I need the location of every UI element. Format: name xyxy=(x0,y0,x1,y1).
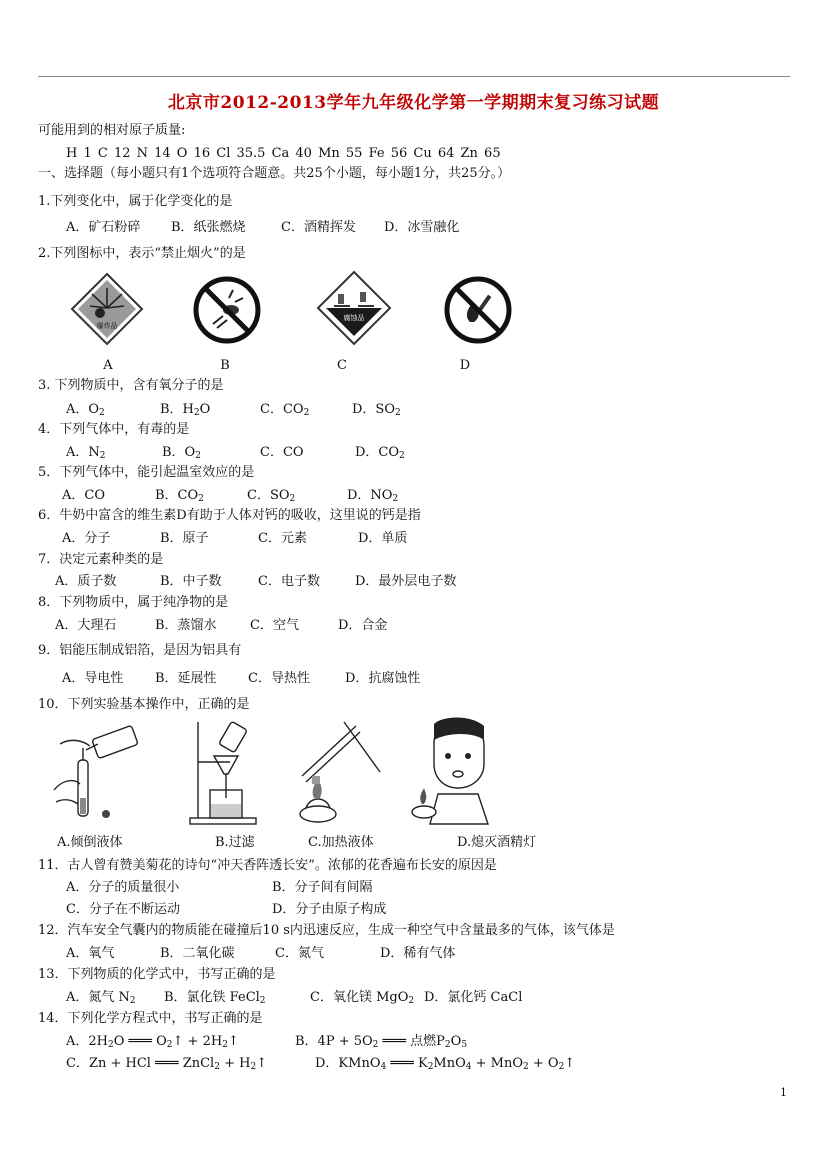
q13-option-a: A．氮气 $N_2$ xyxy=(66,990,136,1006)
q3-option-a: A．$O_2$ xyxy=(66,402,105,418)
q7-option-a: A．质子数 xyxy=(55,574,117,589)
q13-stem: 13．下列物质的化学式中，书写正确的是 xyxy=(38,967,276,982)
q1-option-b: B．纸张燃烧 xyxy=(171,220,246,235)
q6-option-a: A．分子 xyxy=(62,531,111,546)
no-fireworks-sign-icon xyxy=(193,276,261,344)
q3-option-d: D．$SO_2$ xyxy=(352,402,401,418)
corrosive-sign-icon xyxy=(316,270,392,346)
q11-option-d: D．分子由原子构成 xyxy=(272,902,387,917)
q6-option-d: D．单质 xyxy=(358,531,408,546)
q12-option-a: A．氧气 xyxy=(66,946,115,961)
q6-stem: 6．牛奶中富含的维生素D有助于人体对钙的吸收，这里说的钙是指 xyxy=(38,508,421,523)
q10-option-d: D.熄灭酒精灯 xyxy=(457,835,537,850)
q10-option-b: B.过滤 xyxy=(215,835,255,850)
q10-option-c: C.加热液体 xyxy=(308,835,374,850)
q12-stem: 12．汽车安全气囊内的物质能在碰撞后10 s内迅速反应，生成一种空气中含量最多的气体，该气体是 xyxy=(38,923,615,938)
q2-label-d: D xyxy=(459,358,471,373)
q5-option-c: C．$SO_2$ xyxy=(247,488,296,504)
q13-option-c: C．氧化镁 MgO$_2$ xyxy=(310,990,415,1006)
page-title: 北京市2012-2013学年九年级化学第一学期期末复习练习试题 xyxy=(167,93,660,113)
q12-option-d: D．稀有气体 xyxy=(380,946,456,961)
q3-option-b: B．$H_2O$ xyxy=(160,402,211,418)
q11-option-b: B．分子间有间隔 xyxy=(272,880,373,895)
q1-option-a: A．矿石粉碎 xyxy=(66,220,141,235)
q9-stem: 9．铝能压制成铝箔，是因为铝具有 xyxy=(38,643,242,658)
q7-option-d: D．最外层电子数 xyxy=(355,574,457,589)
extinguish-alcohol-lamp-illustration xyxy=(408,716,498,828)
q10-stem: 10．下列实验基本操作中，正确的是 xyxy=(38,697,250,712)
q11-option-a: A．分子的质量很小 xyxy=(66,880,180,895)
q14-option-a: A．$2H_2O$ ═══ $O_2↑$ + $2H_2↑$ xyxy=(66,1034,239,1050)
filtration-illustration xyxy=(188,718,260,828)
q3-stem: 3. 下列物质中，含有氧分子的是 xyxy=(38,378,224,393)
q5-option-b: B．$CO_2$ xyxy=(155,488,204,504)
q2-stem: 2.下列图标中，表示“禁止烟火”的是 xyxy=(38,246,246,261)
corrosive-sign-label: 腐蚀品 xyxy=(343,314,365,322)
q14-option-c: C．Zn + HCl ═══ ZnCl$_2$ + $H_2↑$ xyxy=(66,1056,268,1072)
q8-stem: 8．下列物质中，属于纯净物的是 xyxy=(38,595,229,610)
q4-option-c: C．CO xyxy=(260,445,304,460)
header-rule xyxy=(38,76,790,77)
q13-option-b: B．氯化铁 FeCl$_2$ xyxy=(164,990,266,1006)
explosive-sign-label: 爆炸品 xyxy=(96,322,118,330)
q4-option-a: A．$N_2$ xyxy=(66,445,106,461)
q4-stem: 4．下列气体中，有毒的是 xyxy=(38,422,190,437)
page-number: 1 xyxy=(780,1086,787,1099)
heating-liquid-illustration xyxy=(294,716,384,828)
q9-option-d: D．抗腐蚀性 xyxy=(345,671,421,686)
atomic-mass-label: 可能用到的相对原子质量: xyxy=(38,123,186,138)
q7-stem: 7．决定元素种类的是 xyxy=(38,552,164,567)
q2-label-b: B xyxy=(220,358,230,373)
q1-option-d: D．冰雪融化 xyxy=(384,220,460,235)
q9-option-c: C．导热性 xyxy=(248,671,310,686)
q11-option-c: C．分子在不断运动 xyxy=(66,902,180,917)
q6-option-c: C．元素 xyxy=(258,531,307,546)
q6-option-b: B．原子 xyxy=(160,531,209,546)
q11-stem: 11．古人曾有赞美菊花的诗句“冲天香阵透长安”。浓郁的花香遍布长安的原因是 xyxy=(38,858,497,873)
q9-option-b: B．延展性 xyxy=(155,671,217,686)
q8-option-a: A．大理石 xyxy=(55,618,117,633)
q7-option-b: B．中子数 xyxy=(160,574,222,589)
q2-label-a: A xyxy=(103,358,113,373)
q5-stem: 5．下列气体中，能引起温室效应的是 xyxy=(38,465,255,480)
q1-option-c: C．酒精挥发 xyxy=(281,220,356,235)
q9-option-a: A．导电性 xyxy=(62,671,124,686)
section-1-heading: 一、选择题（每小题只有1个选项符合题意。共25个小题，每小题1分，共25分。） xyxy=(38,166,511,181)
q14-option-b: B．$4P + 5O_2$ ═══ 点燃$P_2O_5$ xyxy=(295,1034,468,1050)
atomic-mass-values: H 1 C 12 N 14 O 16 Cl 35.5 Ca 40 Mn 55 Fe 56 Cu 64 Zn 65 xyxy=(66,146,501,161)
q12-option-c: C．氮气 xyxy=(275,946,324,961)
q8-option-b: B．蒸馏水 xyxy=(155,618,217,633)
q1-stem: 1.下列变化中，属于化学变化的是 xyxy=(38,194,233,209)
q4-option-d: D．$CO_2$ xyxy=(355,445,405,461)
explosive-sign-icon xyxy=(70,272,144,346)
q5-option-a: A．CO xyxy=(62,488,105,503)
q8-option-d: D．合金 xyxy=(338,618,388,633)
q10-option-a: A.倾倒液体 xyxy=(57,835,123,850)
q14-option-d: D．KMnO$_4$ ═══ $K_2MnO_4 + MnO_2$ + $O_2↑$ xyxy=(315,1056,576,1072)
q12-option-b: B．二氧化碳 xyxy=(160,946,235,961)
q8-option-c: C．空气 xyxy=(250,618,299,633)
no-open-flame-sign-icon xyxy=(444,276,512,344)
q2-label-c: C xyxy=(337,358,347,373)
q7-option-c: C．电子数 xyxy=(258,574,320,589)
q5-option-d: D．$NO_2$ xyxy=(347,488,399,504)
q13-option-d: D．氯化钙 CaCl xyxy=(424,990,523,1005)
q4-option-b: B．$O_2$ xyxy=(162,445,201,461)
q3-option-c: C．$CO_2$ xyxy=(260,402,310,418)
pouring-liquid-illustration xyxy=(46,720,146,825)
q14-stem: 14．下列化学方程式中，书写正确的是 xyxy=(38,1011,263,1026)
